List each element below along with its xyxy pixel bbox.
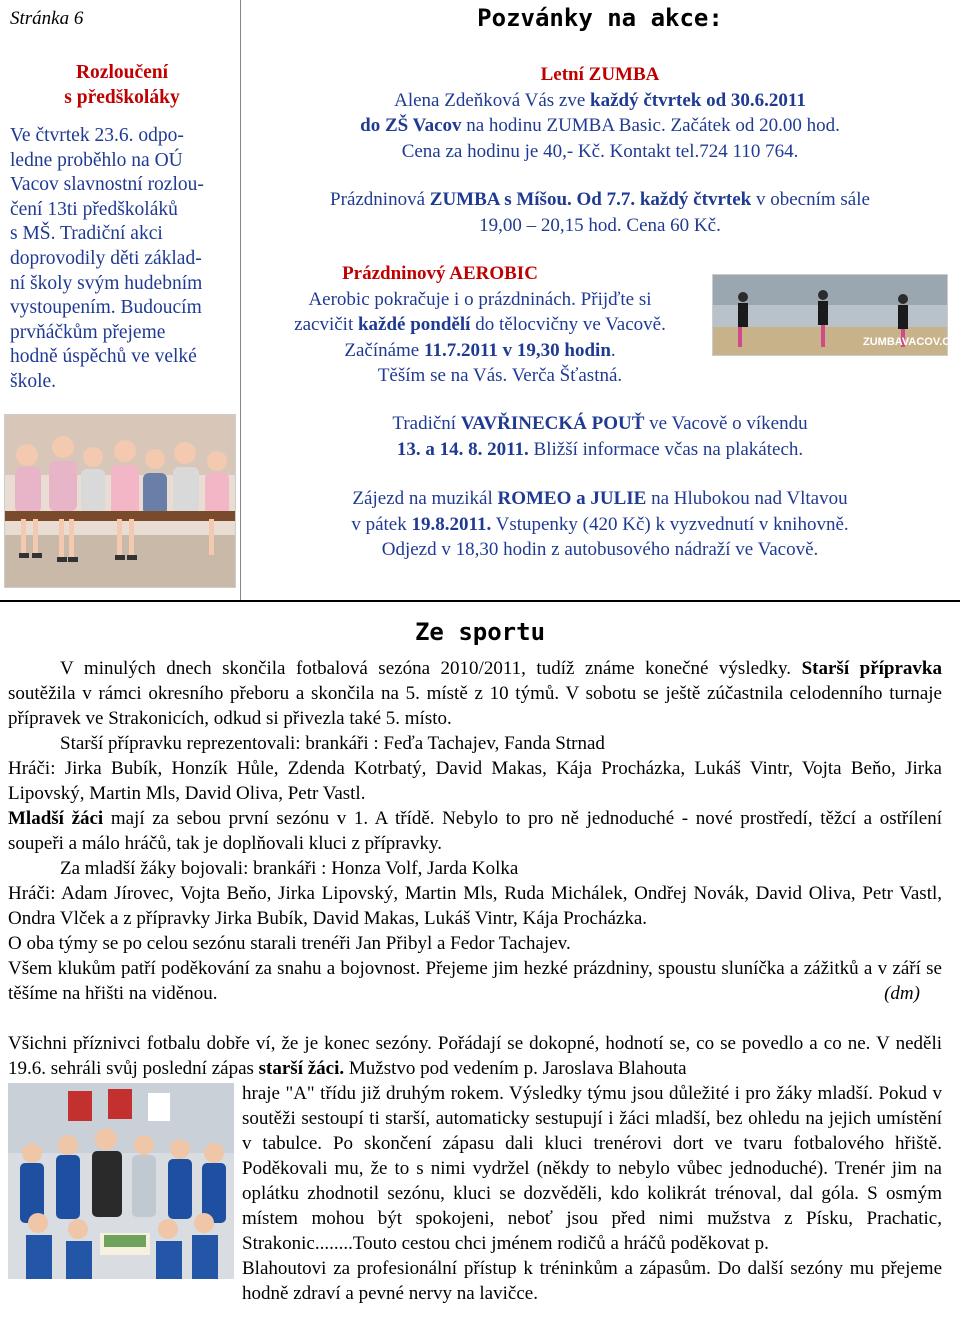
aerobic-title: Prázdninový AEROBIC xyxy=(342,263,538,284)
team-photo xyxy=(8,1083,234,1283)
sport-paragraph: Za mladší žáky bojovali: brankáři : Honza Volf, Jarda Kolka xyxy=(60,858,519,879)
closing-paragraph xyxy=(8,1031,942,1081)
aerobic-line-2 xyxy=(250,312,710,338)
text: soutěžila v rámci okresního přeboru a skončila na 5. místě z 10 týmů. V sobotu se ještě zúčastnila celodenního turnaje přípravek ve Strakonicích, odkud si přivezla také 5. místo. xyxy=(8,683,942,729)
body-line: čení 13ti předškoláků xyxy=(10,198,178,220)
text-bold: 13. a 14. 8. 2011. xyxy=(396,438,529,460)
pout-line-2 xyxy=(250,437,950,463)
body-line: vystoupením. Budoucím xyxy=(10,297,202,319)
section-divider xyxy=(0,600,960,602)
text: Mužstvo pod vedením p. Jaroslava Blahouta xyxy=(344,1058,687,1079)
sport-heading: Ze sportu xyxy=(414,618,546,646)
text-bold: 11.7.2011 v 19,30 hodin xyxy=(424,339,611,361)
text: ve Vacově o víkendu xyxy=(644,413,808,434)
text: na hodinu ZUMBA Basic. Začátek od 20.00 hod. xyxy=(461,115,840,136)
text: Všichni příznivci fotbalu dobře ví, že je konec sezóny. Pořádají se dokopné, hodnotí se, co se povedlo a co ne. V neděli 19.6. sehráli svůj poslední zápas xyxy=(8,1033,942,1079)
text: Alena Zdeňková Vás zve xyxy=(394,89,591,111)
text-bold: každý čtvrtek od 30.6.2011 xyxy=(590,89,806,111)
zumba2-line-2: 19,00 – 20,15 hod. Cena 60 Kč. xyxy=(479,214,721,236)
sport-paragraph: O oba týmy se po celou sezónu starali trenéři Jan Přibyl a Fedor Tachajev. xyxy=(8,933,571,954)
text: Prázdninová xyxy=(330,189,430,210)
text: na Hlubokou nad Vltavou xyxy=(646,488,848,509)
zajezd-block xyxy=(250,486,950,563)
closing-side-text: hraje "A" třídu již druhým rokem. Výsledky týmu jsou důležité i pro žáky mladší. Pokud v soutěži sestoupí ti starší, automaticky sestupují i žáci mladší, bez ohledu na jejich umístění v tabulce. Po skončení zápasu dali kluci trenérovi dort ve tvaru fotbalového hřiště. Poděkovali mu, že to s nimi vydržel (někdy to nebylo vůbec jednoduché). Trenér jim na oplátku zhodnotil sezónu, kluci se dozvěděli, kdo kolikrát trénoval, dal góla. S osmým místem mohou být spokojeni, neboť jsou před nimi mužstva z Písku, Prachatic, Strakonic........Touto cestou chci jménem rodičů a hráčů poděkovat p. xyxy=(242,1083,942,1254)
text: v pátek xyxy=(351,513,412,535)
body-line: s MŠ. Tradiční akci xyxy=(10,223,163,245)
page-number: Stránka 6 xyxy=(10,8,84,29)
text-bold: Starší přípravka xyxy=(801,658,942,679)
zumba2-line-1 xyxy=(250,187,950,213)
text: do tělocvičny ve Vacově. xyxy=(470,314,666,335)
farewell-title-line: s předškoláky xyxy=(64,87,180,108)
column-divider xyxy=(240,0,241,600)
farewell-article xyxy=(10,60,234,395)
sport-paragraph xyxy=(8,656,942,731)
body-line: ledne proběhlo na OÚ xyxy=(10,149,183,171)
text-bold: ROMEO a JULIE xyxy=(497,488,647,509)
text-bold: VAVŘINECKÁ POUŤ xyxy=(460,413,645,434)
zumba-line-2 xyxy=(250,113,950,139)
closing-paragraph: Blahoutovi za profesionální přístup k tréninkům a zápasům. Do další sezóny mu přejeme hodně zdraví a pevné nervy na lavičce. xyxy=(242,1258,942,1304)
aerobic-block xyxy=(250,261,710,389)
aerobic-line-3: Začínáme 11.7.2011 v 19,30 hodin. xyxy=(344,339,616,361)
preschool-children-photo xyxy=(4,414,236,588)
body-line: ní školy svým hudebním xyxy=(10,272,203,294)
farewell-title xyxy=(10,60,234,110)
text: Zájezd na muzikál xyxy=(352,488,498,509)
zumba-block xyxy=(250,62,950,164)
body-line: Ve čtvrtek 23.6. odpo- xyxy=(10,125,184,146)
text: Bližší informace včas na plakátech. xyxy=(528,438,804,460)
events-heading: Pozvánky na akce: xyxy=(477,4,723,32)
sport-paragraph xyxy=(8,956,942,1006)
text-bold: do ZŠ Vacov xyxy=(360,115,462,136)
farewell-body xyxy=(10,124,234,395)
text: V minulých dnech skončila fotbalová sezóna 2010/2011, tudíž známe konečné výsledky. xyxy=(60,658,802,679)
closing-wrap xyxy=(8,1081,942,1256)
text-bold: 19.8.2011. xyxy=(411,513,492,535)
aerobic-photo xyxy=(712,274,957,356)
zumba-line-1 xyxy=(250,88,950,114)
body-line: škole. xyxy=(10,370,57,392)
closing-article xyxy=(8,1031,942,1306)
text: v obecním sále xyxy=(751,189,870,210)
sport-paragraph xyxy=(8,806,942,856)
zumba-line-3: Cena za hodinu je 40,- Kč. Kontakt tel.724 110 764. xyxy=(401,140,799,162)
text: mají za sebou první sezónu v 1. A třídě. Nebylo to pro ně jednoduché - nové prostředí, těžcí a ostřílení soupeři a málo hráčů, tak je doplňovali kluci z přípravky. xyxy=(8,808,942,854)
aerobic-line-1: Aerobic pokračuje i o prázdninách. Přijďte si xyxy=(308,288,652,310)
zumba-title: Letní ZUMBA xyxy=(540,64,660,85)
zajezd-line-1 xyxy=(250,486,950,512)
photo-caption: ZUMBAVACOV.CZ xyxy=(863,336,957,348)
body-line: Vacov slavnostní rozlou- xyxy=(10,174,204,196)
text-bold: ZUMBA s Míšou. Od 7.7. každý čtvrtek xyxy=(429,189,752,210)
body-line: hodně úspěchů ve velké xyxy=(10,346,197,368)
sport-paragraph: Starší přípravku reprezentovali: brankáři : Feďa Tachajev, Fanda Strnad xyxy=(60,733,605,754)
text: Vstupenky (420 Kč) k vyzvednutí v knihovně. xyxy=(491,513,849,535)
text-bold: starší žáci. xyxy=(258,1058,345,1079)
author-signature: (dm) xyxy=(884,983,920,1004)
zajezd-line-3: Odjezd v 18,30 hodin z autobusového nádraží ve Vacově. xyxy=(381,539,819,560)
zajezd-line-2 xyxy=(250,512,950,538)
pout-line-1 xyxy=(250,411,950,437)
zumba2-block xyxy=(250,187,950,238)
aerobic-line-4: Těším se na Vás. Verča Šťastná. xyxy=(377,365,623,386)
body-line: prvňáčkům přejeme xyxy=(10,321,166,343)
text: Tradiční xyxy=(392,413,461,434)
text: zacvičit xyxy=(294,314,358,335)
sport-paragraph: Hráči: Jirka Bubík, Honzík Hůle, Zdenda Kotrbatý, David Makas, Kája Procházka, Lukáš Vintr, Vojta Beňo, Jirka Lipovský, Martin Mls, David Oliva, Petr Vastl. xyxy=(8,758,942,804)
text: Všem klukům patří poděkování za snahu a bojovnost. Přejeme jim hezké prázdniny, spoustu sluníčka a zážitků a v září se těšíme na hřišti na viděnou. xyxy=(8,958,942,1004)
text-bold: Mladší žáci xyxy=(8,808,104,829)
text-bold: každé pondělí xyxy=(357,314,471,335)
farewell-title-line: Rozloučení xyxy=(75,62,169,83)
sport-article xyxy=(8,656,942,1006)
body-line: doprovodily děti základ- xyxy=(10,247,202,269)
text: Začínáme xyxy=(344,339,424,361)
pout-block xyxy=(250,411,950,462)
sport-paragraph: Hráči: Adam Jírovec, Vojta Beňo, Jirka Lipovský, Martin Mls, Ruda Michálek, Ondřej Novák, David Oliva, Petr Vastl, Ondra Vlček a z přípravky Jirka Bubík, David Makas, Lukáš Vintr, Kája Procházka. xyxy=(8,883,942,929)
